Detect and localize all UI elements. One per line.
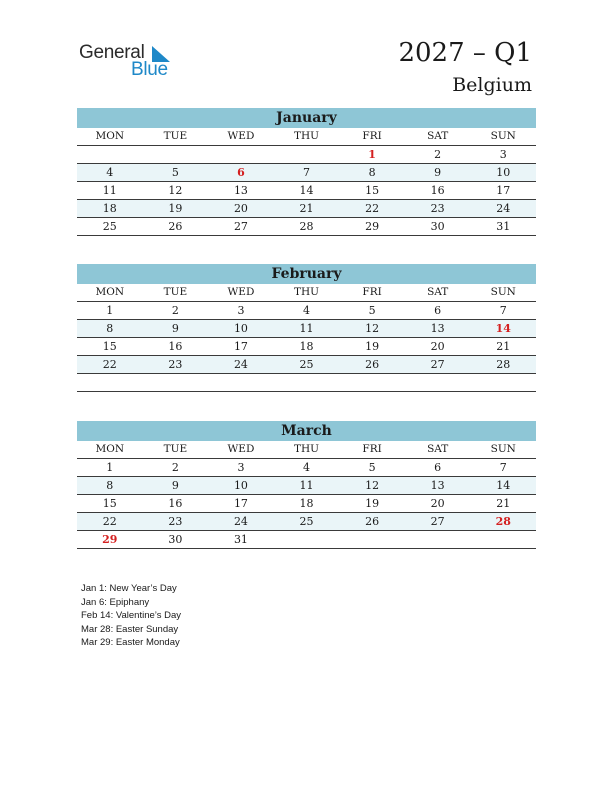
date-cell: 16 [430, 184, 445, 197]
date-cell [405, 531, 471, 548]
weekday-label: THU [294, 286, 320, 298]
weekday-header-row [77, 441, 536, 459]
weekday-label: SUN [490, 443, 516, 455]
date-cell: 25 [102, 220, 117, 233]
date-cell: 16 [168, 340, 183, 353]
date-cell: 14 [299, 184, 314, 197]
date-cell [77, 374, 143, 391]
holiday-date-cell: 14 [495, 322, 511, 335]
week-row [77, 182, 536, 200]
date-cell: 23 [168, 358, 183, 371]
date-cell: 24 [496, 202, 511, 215]
weekday-label: TUE [163, 286, 188, 298]
month-block-february [77, 264, 536, 392]
date-cell: 14 [496, 479, 511, 492]
date-cell: 6 [434, 304, 442, 317]
date-cell: 13 [430, 479, 445, 492]
date-cell [470, 374, 536, 391]
date-cell: 15 [102, 340, 117, 353]
weekday-label: THU [294, 443, 320, 455]
date-cell: 20 [430, 497, 445, 510]
date-cell: 28 [496, 358, 511, 371]
month-header: March [77, 421, 536, 441]
date-cell: 12 [365, 479, 380, 492]
date-cell: 22 [102, 358, 117, 371]
holiday-date-cell: 28 [495, 515, 511, 528]
week-row [77, 338, 536, 356]
date-cell: 4 [303, 461, 311, 474]
date-cell: 29 [365, 220, 380, 233]
date-cell: 16 [168, 497, 183, 510]
date-cell [274, 531, 340, 548]
date-cell: 24 [233, 515, 248, 528]
date-cell: 12 [365, 322, 380, 335]
holiday-list-item: Feb 14: Valentine’s Day [81, 610, 181, 622]
date-cell: 10 [496, 166, 511, 179]
date-cell: 31 [233, 533, 248, 546]
date-cell: 15 [102, 497, 117, 510]
date-cell [405, 374, 471, 391]
week-row [77, 356, 536, 374]
date-cell: 15 [365, 184, 380, 197]
date-cell: 22 [365, 202, 380, 215]
date-cell: 18 [102, 202, 117, 215]
date-cell: 28 [299, 220, 314, 233]
date-cell [339, 531, 405, 548]
weekday-label: MON [95, 130, 125, 142]
holiday-list-item: Mar 28: Easter Sunday [81, 623, 179, 635]
weekday-label: TUE [163, 443, 188, 455]
date-cell [274, 146, 340, 163]
date-cell: 8 [106, 479, 114, 492]
weekday-label: WED [227, 443, 255, 455]
date-cell: 3 [499, 148, 507, 161]
weekday-header-row [77, 284, 536, 302]
date-cell: 4 [106, 166, 114, 179]
date-cell: 11 [299, 479, 314, 492]
date-cell: 2 [171, 304, 179, 317]
month-block-march [77, 421, 536, 549]
date-cell: 8 [106, 322, 114, 335]
date-cell: 27 [430, 358, 445, 371]
date-cell: 7 [303, 166, 311, 179]
page-title: 2027 – Q1 [398, 38, 532, 68]
holiday-date-cell: 29 [102, 533, 118, 546]
month-header: February [77, 264, 536, 284]
date-cell: 19 [365, 497, 380, 510]
date-cell: 19 [168, 202, 183, 215]
holiday-list [81, 582, 181, 650]
date-cell [339, 374, 405, 391]
date-cell: 18 [299, 340, 314, 353]
weekday-label: WED [227, 286, 255, 298]
weekday-header-row [77, 128, 536, 146]
date-cell [143, 374, 209, 391]
week-row [77, 164, 536, 182]
date-cell: 23 [168, 515, 183, 528]
date-cell: 1 [106, 461, 114, 474]
logo-text-general: General [79, 42, 145, 63]
date-cell: 21 [299, 202, 314, 215]
week-row [77, 495, 536, 513]
date-cell: 7 [499, 304, 507, 317]
week-row [77, 374, 536, 392]
weekday-label: FRI [362, 443, 382, 455]
date-cell: 7 [499, 461, 507, 474]
date-cell: 4 [303, 304, 311, 317]
date-cell: 18 [299, 497, 314, 510]
weekday-label: MON [95, 443, 125, 455]
date-cell [143, 146, 209, 163]
week-row [77, 513, 536, 531]
date-cell: 5 [368, 304, 376, 317]
date-cell: 27 [430, 515, 445, 528]
date-cell: 2 [434, 148, 442, 161]
date-cell: 25 [299, 358, 314, 371]
holiday-date-cell: 6 [237, 166, 245, 179]
date-cell: 6 [434, 461, 442, 474]
week-row [77, 477, 536, 495]
holiday-list-item: Mar 29: Easter Monday [81, 637, 180, 649]
date-cell: 2 [171, 461, 179, 474]
weekday-label: SAT [427, 443, 449, 455]
month-block-january [77, 108, 536, 236]
date-cell: 10 [233, 322, 248, 335]
date-cell: 26 [365, 515, 380, 528]
date-cell [274, 374, 340, 391]
date-cell [77, 146, 143, 163]
date-cell: 30 [168, 533, 183, 546]
date-cell [470, 531, 536, 548]
weekday-label: FRI [362, 286, 382, 298]
date-cell: 8 [368, 166, 376, 179]
date-cell [208, 146, 274, 163]
weekday-label: SUN [490, 130, 516, 142]
date-cell: 22 [102, 515, 117, 528]
week-row [77, 320, 536, 338]
week-row [77, 200, 536, 218]
weekday-label: MON [95, 286, 125, 298]
weekday-label: TUE [163, 130, 188, 142]
weekday-label: WED [227, 130, 255, 142]
weekday-label: THU [294, 130, 320, 142]
week-row [77, 218, 536, 236]
date-cell: 21 [496, 497, 511, 510]
date-cell: 20 [233, 202, 248, 215]
date-cell: 23 [430, 202, 445, 215]
date-cell: 31 [496, 220, 511, 233]
date-cell: 19 [365, 340, 380, 353]
date-cell: 13 [233, 184, 248, 197]
week-row [77, 302, 536, 320]
generalblue-logo [79, 42, 179, 80]
country-name: Belgium [452, 74, 532, 96]
month-header: January [77, 108, 536, 128]
date-cell: 5 [171, 166, 179, 179]
date-cell: 17 [496, 184, 511, 197]
date-cell: 12 [168, 184, 183, 197]
date-cell: 30 [430, 220, 445, 233]
date-cell: 21 [496, 340, 511, 353]
date-cell: 10 [233, 479, 248, 492]
holiday-list-item: Jan 1: New Year’s Day [81, 583, 177, 594]
weekday-label: FRI [362, 130, 382, 142]
weekday-label: SAT [427, 130, 449, 142]
holiday-list-item: Jan 6: Epiphany [81, 596, 150, 608]
date-cell: 17 [233, 497, 248, 510]
date-cell [208, 374, 274, 391]
date-cell: 26 [365, 358, 380, 371]
week-row [77, 459, 536, 477]
date-cell: 17 [233, 340, 248, 353]
date-cell: 25 [299, 515, 314, 528]
holiday-date-cell: 1 [368, 148, 376, 161]
date-cell: 9 [171, 479, 179, 492]
date-cell: 9 [434, 166, 442, 179]
date-cell: 11 [299, 322, 314, 335]
date-cell: 27 [233, 220, 248, 233]
logo-text-blue: Blue [131, 59, 168, 80]
date-cell: 3 [237, 461, 245, 474]
date-cell: 3 [237, 304, 245, 317]
week-row [77, 531, 536, 549]
date-cell: 20 [430, 340, 445, 353]
date-cell: 26 [168, 220, 183, 233]
weekday-label: SUN [490, 286, 516, 298]
date-cell: 9 [171, 322, 179, 335]
date-cell: 1 [106, 304, 114, 317]
date-cell: 13 [430, 322, 445, 335]
date-cell: 5 [368, 461, 376, 474]
week-row [77, 146, 536, 164]
date-cell: 11 [102, 184, 117, 197]
weekday-label: SAT [427, 286, 449, 298]
date-cell: 24 [233, 358, 248, 371]
